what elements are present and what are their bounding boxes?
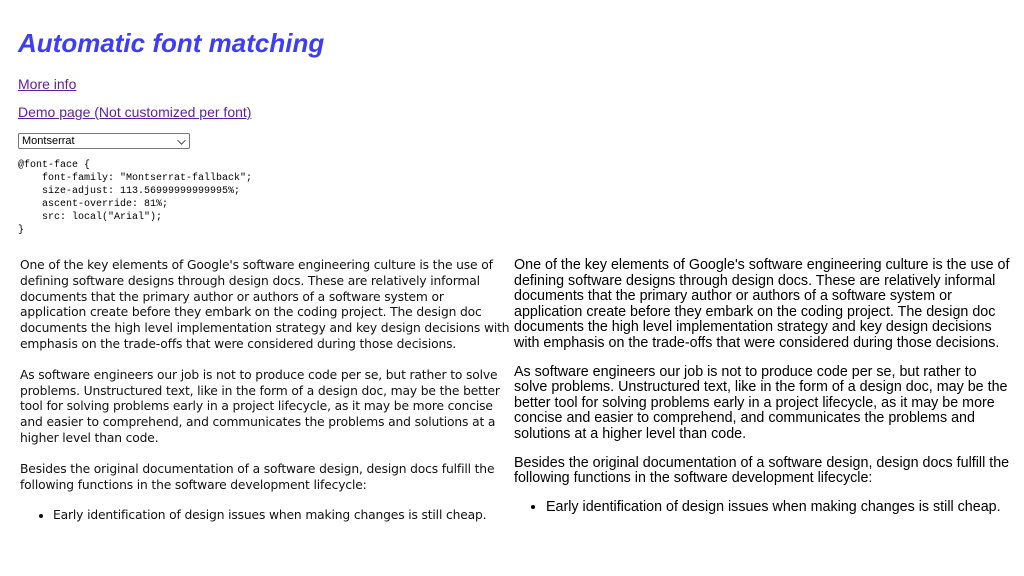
sample-paragraph: One of the key elements of Google's software engineering culture is the use of defining software designs through design docs. These are relatively informal documents that the primary author or authors of a software system or application create before they embark on the coding project. The design doc documents the high level implementation strategy and key design decisions with emphasis on the trade-offs that were considered during those decisions. (20, 258, 510, 351)
chevron-down-icon (177, 136, 185, 144)
sample-paragraph: One of the key elements of Google's software engineering culture is the use of defining software designs through design docs. These are relatively informal documents that the primary author or authors of a software system or application create before they embark on the coding project. The design doc documents the high level implementation strategy and key design decisions with emphasis on the trade-offs that were considered during those decisions. (514, 257, 1010, 351)
demo-page-link[interactable]: Demo page (Not customized per font) (18, 104, 252, 120)
font-select[interactable] (18, 133, 190, 149)
more-info-link[interactable]: More info (18, 76, 77, 92)
sample-paragraph: Besides the original documentation of a software design, design docs fulfill the following functions in the software development lifecycle: (514, 454, 1010, 487)
code-line: ascent-override: 81%; (18, 199, 169, 210)
sample-bullet-item: • Early identification of design issues when making changes is still cheap. (546, 500, 1012, 516)
web-font-sample-column (20, 258, 510, 524)
code-line: size-adjust: 113.56999999999995%; (18, 186, 241, 197)
fallback-font-sample-column (514, 258, 1012, 515)
sample-paragraph: Besides the original documentation of a software design, design docs fulfill the following functions in the software development lifecycle: (20, 461, 495, 492)
sample-bullet-list (514, 500, 1012, 516)
sample-paragraph: As software engineers our job is not to produce code per se, but rather to solve problems. Unstructured text, like in the form of a design doc, may be the better tool for solving problems early in a project lifecycle, as it may be more concise and easier to comprehend, and communicates the problems and solutions at a higher level than code. (514, 363, 1008, 442)
code-line: @font-face { (18, 160, 91, 171)
code-line: font-family: "Montserrat-fallback"; (18, 173, 253, 184)
css-output-code (18, 159, 252, 237)
code-line: src: local("Arial"); (18, 212, 163, 223)
sample-paragraph: As software engineers our job is not to produce code per se, but rather to solve problems. Unstructured text, like in the form of a design doc, may be the better tool for solving problems early in a project lifecycle, as it may be more concise and easier to comprehend, and communicates the problems and solutions at a higher level than code. (20, 367, 500, 445)
sample-bullet-list (20, 508, 510, 524)
sample-bullet-item: • Early identification of design issues when making changes is still cheap. (53, 508, 510, 524)
page-title: Automatic font matching (18, 28, 325, 58)
font-select-value: Montserrat (22, 135, 75, 147)
code-line: } (18, 225, 25, 236)
